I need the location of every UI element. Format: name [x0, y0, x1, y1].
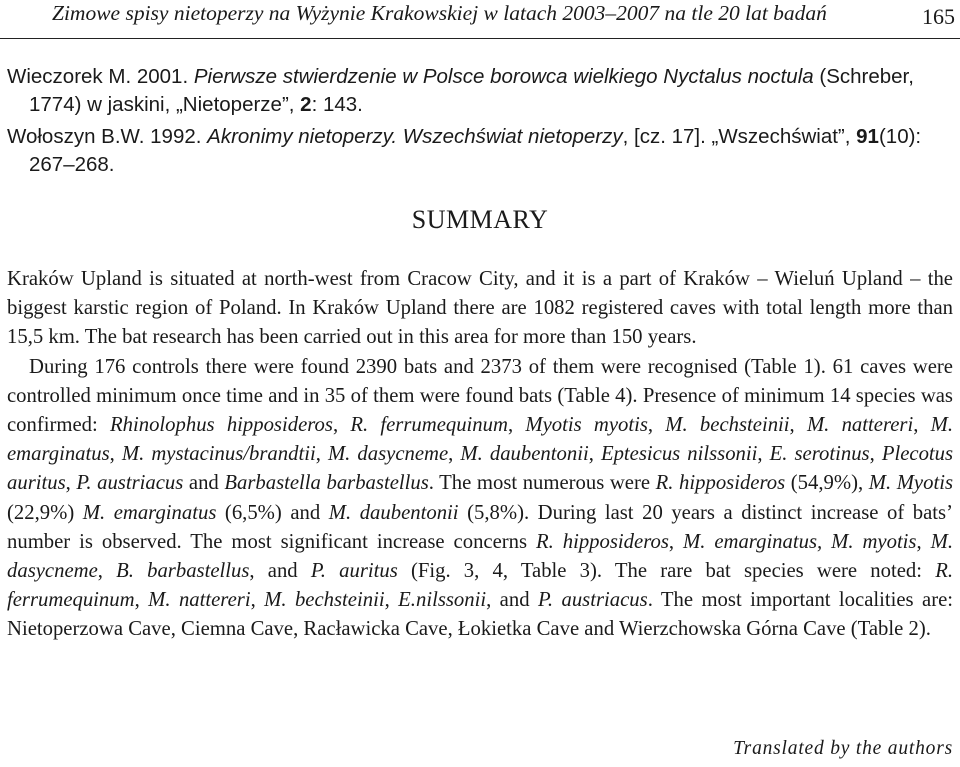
species-name: M. nattereri: [148, 589, 251, 612]
species-name: M. bechsteinii: [264, 589, 385, 612]
summary-paragraph-1: Kraków Upland is situated at north-west from Cracow City, and it is a part of Kraków – Wieluń Upland – the biggest karstic region of Poland. In Kraków Upland there are 1082 registered caves with total length more than 15,5 km. The bat research has been carried out in this area for more than 150 years.: [7, 268, 953, 349]
species-name: M. mystacinus/brandtii: [121, 443, 316, 466]
reference-authors: Wieczorek M. 2001.: [7, 65, 194, 88]
species-name: M. emarginatus: [7, 414, 954, 466]
summary-text: ,: [109, 443, 122, 466]
summary-text: ,: [588, 443, 601, 466]
species-name: M. bechsteinii: [665, 414, 790, 437]
reference-title: Akronimy nietoperzy. Wszechświat nietoperzy: [207, 125, 623, 148]
running-header: [0, 0, 960, 39]
reference-title: Pierwsze stwierdzenie w Polsce borowca wielkiego Nyctalus noctula: [193, 65, 814, 88]
species-name: M. Myotis: [868, 472, 954, 495]
reference-wieczorek: [7, 63, 953, 118]
translation-credit: Translated by the authors: [733, 738, 953, 759]
summary-text: ,: [916, 530, 931, 553]
summary-body: [7, 265, 953, 645]
species-name: M. emarginatus, M. myotis: [683, 530, 917, 553]
species-name: E.nilssonii: [398, 589, 487, 612]
summary-text: ,: [65, 472, 77, 495]
species-name: Myotis myotis: [525, 414, 648, 437]
summary-text: ,: [507, 414, 526, 437]
summary-text: (54,9%),: [785, 472, 869, 495]
reference-volume: 2: [300, 92, 312, 116]
reference-authors: Wołoszyn B.W. 1992.: [7, 125, 208, 148]
reference-source: , [cz. 17]. „Wszechświat”,: [622, 125, 857, 148]
summary-text: (6,5%) and: [216, 501, 329, 524]
running-header-title: Zimowe spisy nietoperzy na Wyżynie Krakowskiej w latach 2003–2007 na tle 20 lat badań: [52, 1, 827, 25]
species-name: R. hipposideros: [655, 472, 786, 495]
summary-text: ,: [250, 589, 265, 612]
summary-text: . The most numerous were: [428, 472, 656, 495]
summary-text: (22,9%): [7, 501, 83, 524]
species-name: M. dasycneme: [327, 443, 449, 466]
species-name: M. daubentonii: [328, 501, 459, 524]
species-name: P. austriacus: [537, 589, 648, 612]
reference-woloszyn: [7, 123, 953, 178]
summary-text: and: [183, 472, 225, 495]
summary-text: (5,8%). During last 20 years a distinct increase of bats’ number is observed. The most significant increase concerns: [7, 501, 953, 553]
summary-text: ,: [789, 414, 807, 437]
summary-text: ,: [668, 530, 683, 553]
summary-text: ,: [869, 443, 882, 466]
species-name: M. emarginatus: [82, 501, 217, 524]
summary-text: (Fig. 3, 4, Table 3). The rare bat species were noted:: [397, 560, 936, 583]
species-name: Barbastella barbastellus: [224, 472, 429, 495]
summary-heading: SUMMARY: [411, 205, 549, 234]
species-name: M. daubentonii: [460, 443, 589, 466]
summary-text: During 176 controls there were found 2390 bats and 2373 of them were recognised (Table 1). 61 caves were controlled minimum once time and in 35 of them were found bats (Table 4). Presence of minimum 14 species was confirmed:: [7, 355, 953, 437]
page-number: 165: [922, 4, 955, 29]
summary-text: . The most important localities are: Nietoperzowa Cave, Ciemna Cave, Racławicka Cave, Łokietka Cave and Wierzchowska Górna Cave (Table 2).: [7, 589, 954, 641]
reference-source: (Schreber, 1774) w jaskini, „Nietoperze”,: [29, 65, 914, 116]
species-name: R. ferrumequinum: [7, 560, 953, 612]
species-name: R. ferrumequinum: [350, 414, 508, 437]
species-name: R. hipposideros: [536, 530, 669, 553]
summary-text: , and: [249, 560, 311, 583]
summary-text: ,: [448, 443, 461, 466]
summary-text: , and: [486, 589, 538, 612]
summary-text: ,: [134, 589, 149, 612]
species-name: M. nattereri: [806, 414, 914, 437]
reference-pages: : 143.: [311, 92, 363, 116]
summary-text: ,: [332, 414, 351, 437]
species-name: Plecotus auritus: [7, 443, 954, 495]
summary-text: ,: [757, 443, 770, 466]
species-name: E. serotinus: [769, 443, 870, 466]
species-name: P. austriacus: [76, 472, 184, 495]
summary-text: ,: [647, 414, 666, 437]
summary-text: ,: [315, 443, 328, 466]
species-name: M. dasycneme: [7, 530, 954, 583]
reference-volume: 91: [856, 125, 879, 148]
species-name: Rhinolophus hipposideros: [110, 414, 333, 437]
reference-pages: (10): 267–268.: [29, 125, 922, 176]
summary-paragraph-2: [7, 353, 953, 645]
summary-text: ,: [913, 414, 931, 437]
species-name: P. auritus: [310, 560, 398, 583]
species-name: B. barbastellus: [116, 560, 250, 583]
summary-text: ,: [97, 560, 117, 583]
species-name: Eptesicus nilssonii: [600, 443, 758, 466]
summary-text: ,: [384, 589, 399, 612]
